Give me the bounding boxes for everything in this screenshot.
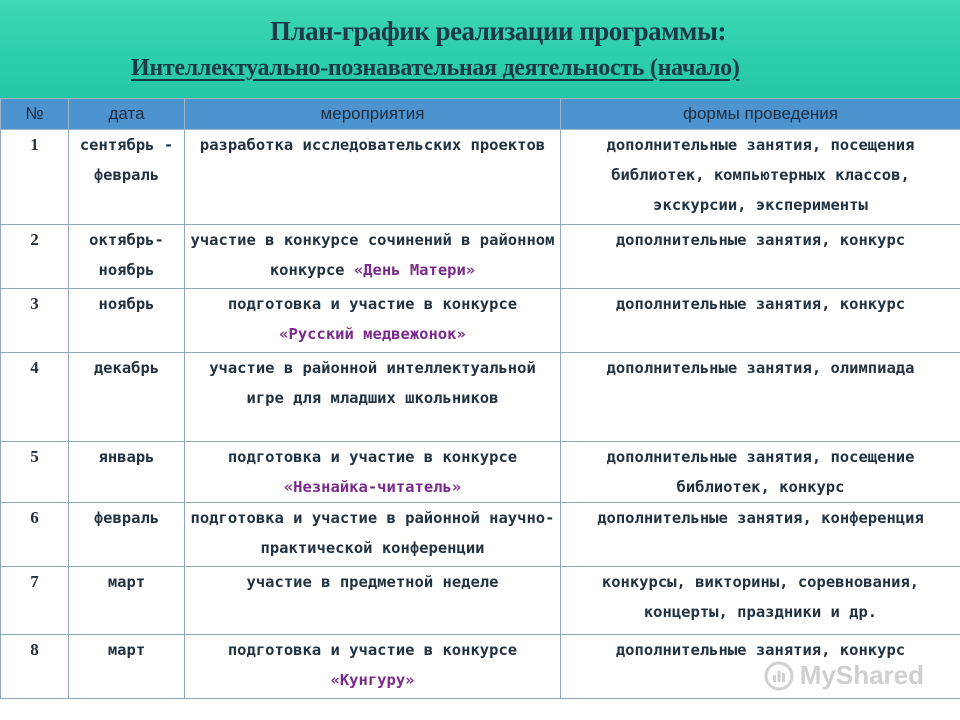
row-date-line2: ноябрь: [98, 261, 155, 279]
column-header-date: дата: [69, 99, 185, 130]
row-number: 8: [1, 635, 69, 699]
row-event-text: участие в районной интеллектуальной игре для младших школьников: [209, 359, 536, 407]
row-forms: дополнительные занятия, конкурс: [561, 225, 960, 289]
row-forms: дополнительные занятия, конкурс: [561, 289, 960, 353]
row-date: [69, 130, 185, 225]
row-number: 3: [1, 289, 69, 353]
row-number: 1: [1, 130, 69, 225]
row-event-text: участие в предметной неделе: [246, 573, 499, 591]
table-row: [1, 442, 960, 503]
row-number: 4: [1, 353, 69, 442]
row-date: [69, 289, 185, 353]
row-event-text: разработка исследовательских проектов: [199, 136, 546, 154]
row-event: [185, 442, 561, 503]
row-event: [185, 225, 561, 289]
row-date-line1: март: [107, 573, 146, 591]
table-header-row: [1, 99, 960, 130]
row-date-line1: сентябрь -: [79, 136, 174, 154]
row-date: [69, 503, 185, 567]
row-event-highlight: «Незнайка-читатель»: [283, 478, 462, 496]
myshared-watermark: [764, 660, 924, 691]
row-event: [185, 567, 561, 635]
row-date-line1: март: [107, 641, 146, 659]
watermark-text: MyShared: [799, 660, 924, 690]
row-event-highlight: «День Матери»: [353, 261, 476, 279]
myshared-logo-icon: [764, 661, 794, 691]
column-header-num: №: [1, 99, 69, 130]
row-forms: дополнительные занятия, конференция: [561, 503, 960, 567]
table-row: [1, 567, 960, 635]
row-forms: дополнительные занятия, олимпиада: [561, 353, 960, 442]
row-date: [69, 635, 185, 699]
row-date-line1: ноябрь: [98, 295, 155, 313]
table-row: [1, 503, 960, 567]
table-row: [1, 225, 960, 289]
schedule-table: [0, 98, 960, 699]
row-event-text: подготовка и участие в конкурсе: [227, 448, 518, 466]
column-header-forms: формы проведения: [561, 99, 960, 130]
row-event: [185, 289, 561, 353]
row-date: [69, 567, 185, 635]
row-event: [185, 503, 561, 567]
row-event: [185, 130, 561, 225]
row-event: [185, 353, 561, 442]
row-forms: конкурсы, викторины, соревнования, концерты, праздники и др.: [561, 567, 960, 635]
column-header-events: мероприятия: [185, 99, 561, 130]
row-number: 5: [1, 442, 69, 503]
row-date-line1: декабрь: [93, 359, 160, 377]
row-number: 2: [1, 225, 69, 289]
row-date: [69, 225, 185, 289]
table-row: [1, 353, 960, 442]
page-title: План-график реализации программы:: [270, 16, 726, 46]
row-event-text: подготовка и участие в районной научно-практической конференции: [190, 509, 555, 557]
row-date: [69, 442, 185, 503]
row-event-text: участие в конкурсе сочинений в районном конкурсе: [190, 231, 555, 279]
row-event: [185, 635, 561, 699]
row-event-text: подготовка и участие в конкурсе: [227, 295, 518, 313]
row-date: [69, 353, 185, 442]
row-event-highlight: «Русский медвежонок»: [279, 325, 466, 343]
title-banner: [0, 0, 960, 98]
table-row: [1, 289, 960, 353]
row-forms: дополнительные занятия, посещения библиотек, компьютерных классов, экскурсии, эксперименты: [561, 130, 960, 225]
table-row: [1, 130, 960, 225]
row-date-line1: январь: [98, 448, 155, 466]
row-date-line1: октябрь-: [89, 231, 164, 249]
row-event-text: подготовка и участие в конкурсе: [227, 641, 518, 659]
row-forms: дополнительные занятия, посещение библиотек, конкурс: [561, 442, 960, 503]
row-date-line2: февраль: [93, 166, 160, 184]
row-event-highlight: «Кунгуру»: [330, 671, 415, 689]
row-date-line1: февраль: [93, 509, 160, 527]
row-number: 6: [1, 503, 69, 567]
row-forms: дополнительные занятия, конкурс: [561, 635, 960, 699]
page-subtitle: Интеллектуально-познавательная деятельность (начало): [131, 55, 740, 81]
row-number: 7: [1, 567, 69, 635]
